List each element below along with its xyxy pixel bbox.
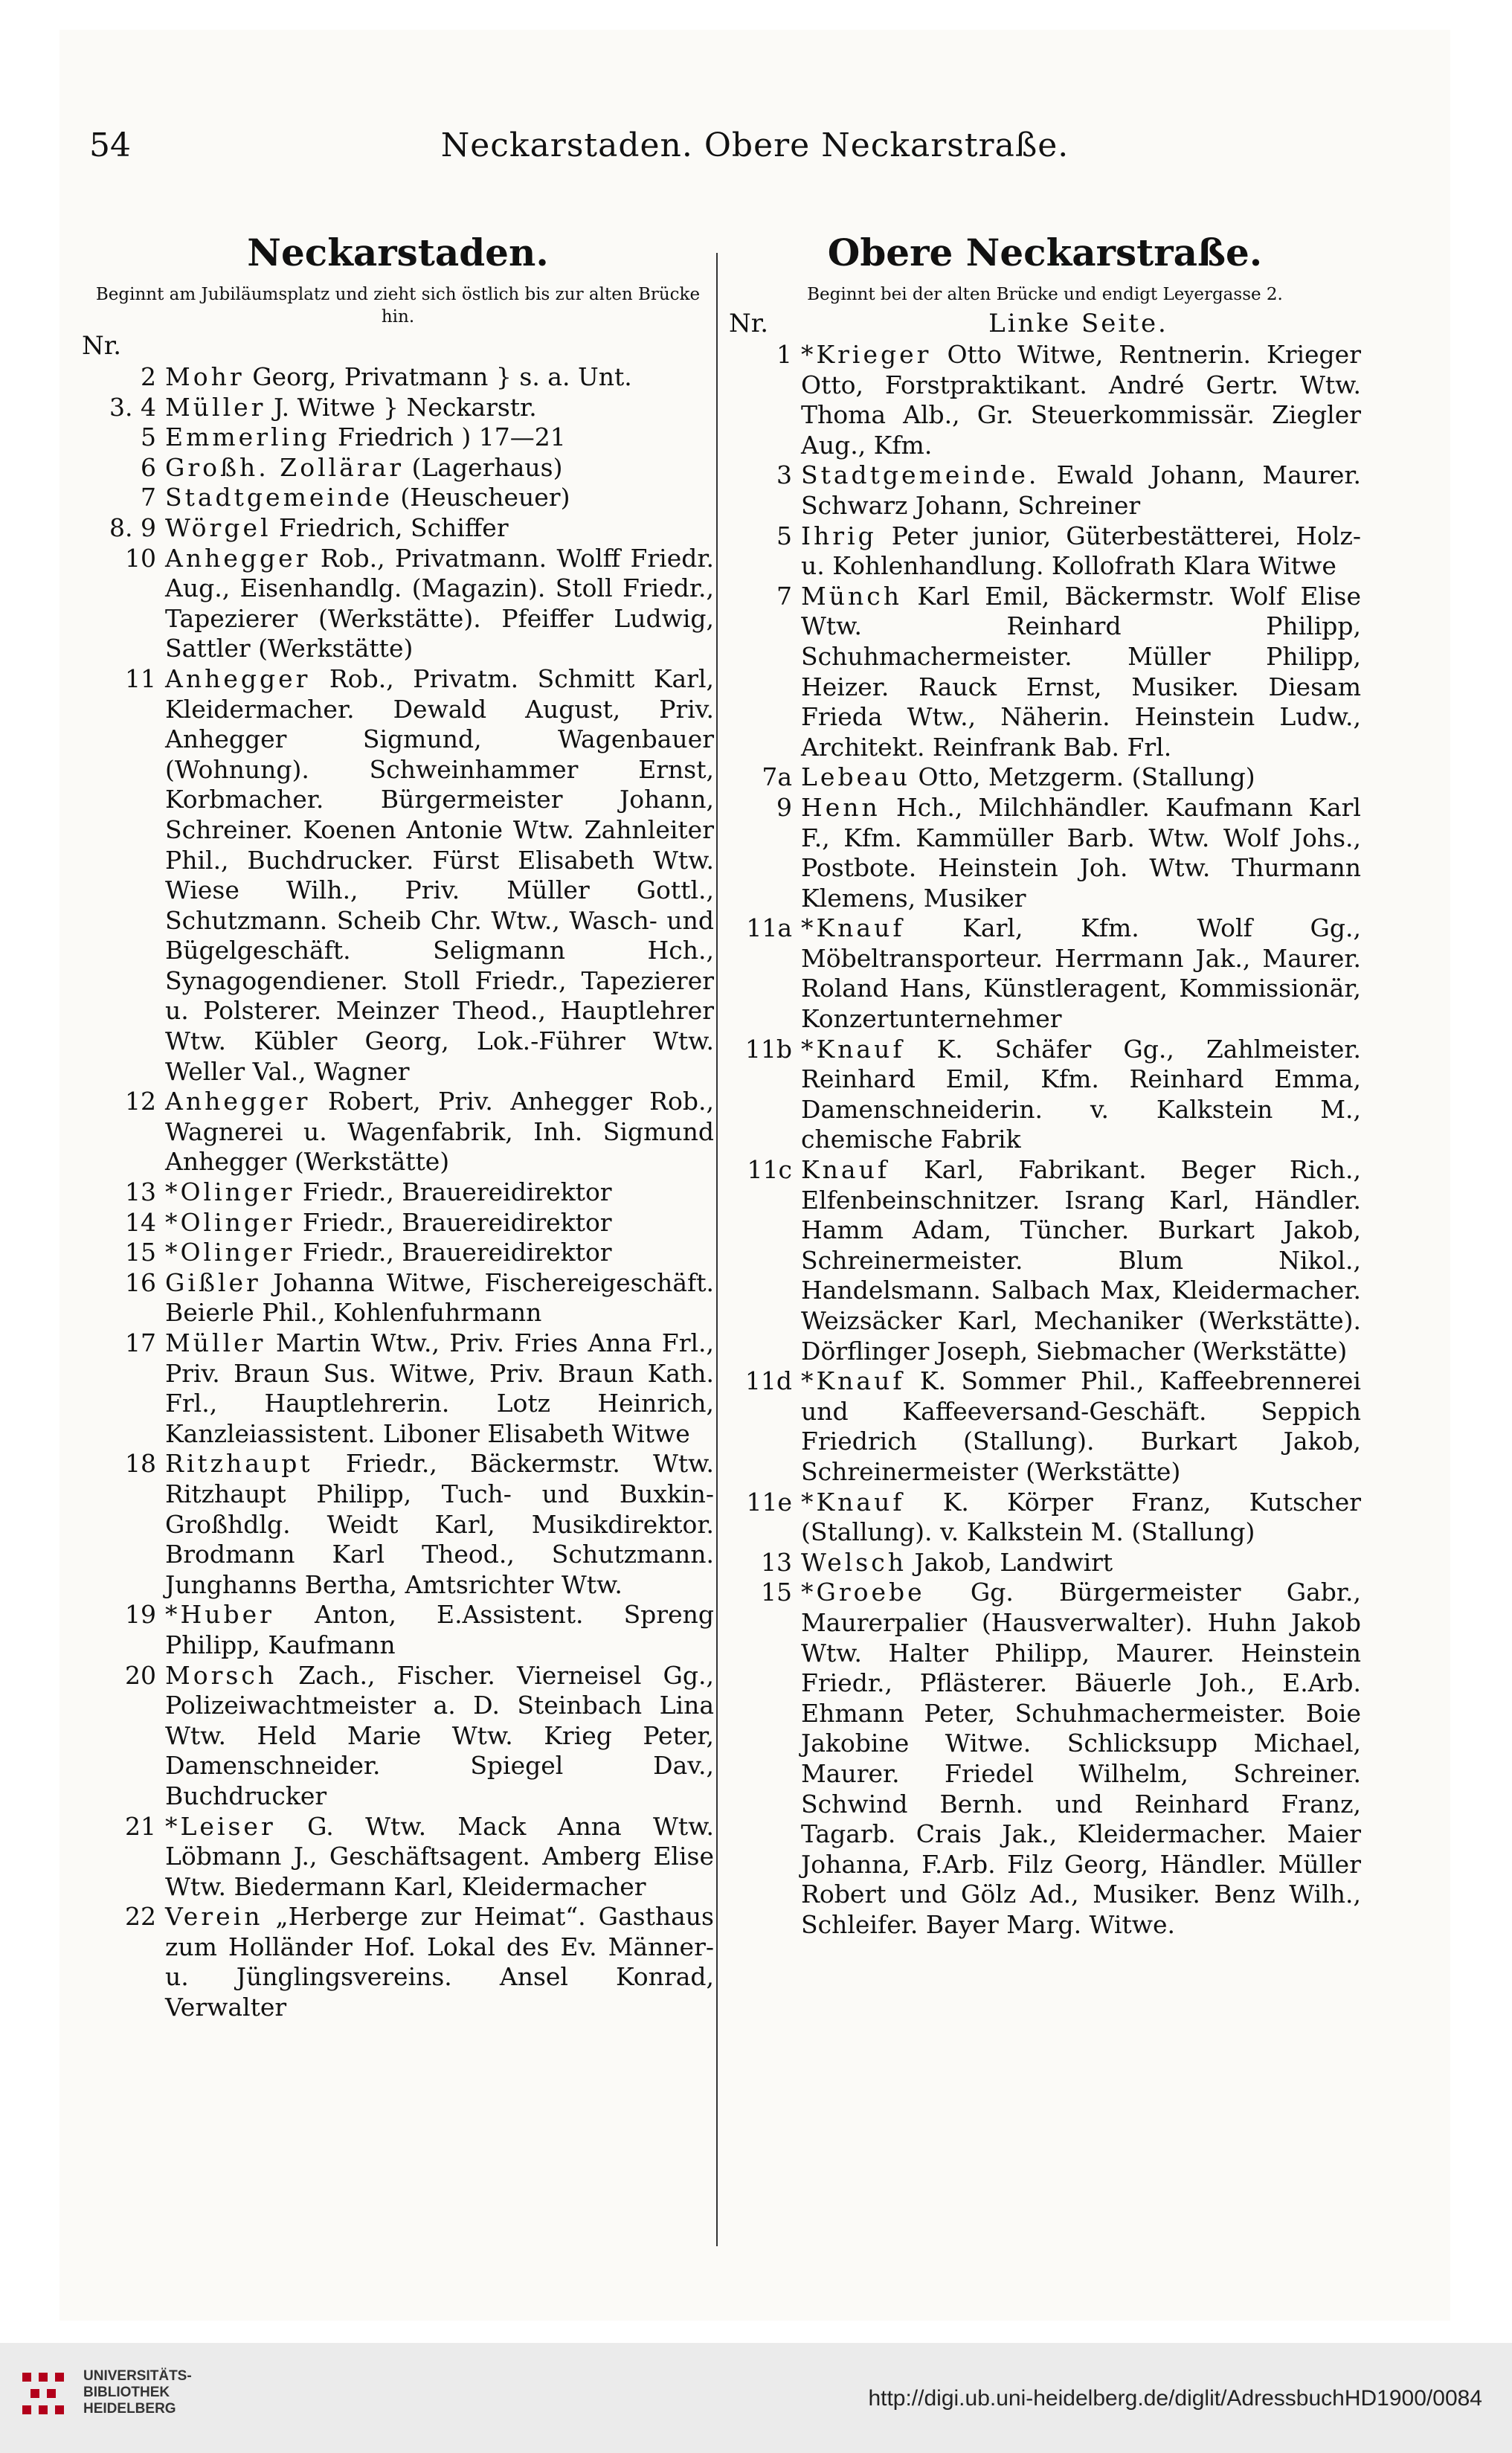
entry-detail: Anton, E.Assistent. Spreng Philipp, Kaufmann (165, 1600, 714, 1659)
owner-name: Müller (165, 392, 266, 422)
list-item (82, 1661, 714, 1812)
entry-text (801, 582, 1361, 763)
owner-name: *Knauf (801, 1034, 905, 1064)
house-number: 9 (776, 792, 792, 822)
entry-text (165, 1268, 714, 1328)
entry-detail: Friedr., Bäckermstr. Wtw. Ritzhaupt Philipp, Tuch- und Buxkin-Großhdlg. Weidt Karl, Musikdirektor. Brodmann Karl Theod., Schutzmann. Junghanns Bertha, Amtsrichter Wtw. (165, 1449, 715, 1599)
house-number: 15 (761, 1578, 792, 1607)
entry-text (801, 762, 1361, 793)
house-number: 15 (125, 1238, 156, 1267)
entry-text (801, 913, 1361, 1034)
owner-name: Welsch (801, 1547, 907, 1577)
house-number: 7 (776, 581, 792, 611)
list-item (82, 422, 714, 453)
list-item (729, 582, 1361, 763)
entry-list (82, 362, 714, 2023)
owner-name: Ihrig (801, 521, 877, 550)
house-number: 7 (141, 483, 156, 512)
house-number: 20 (125, 1660, 156, 1690)
house-number: 11e (746, 1487, 792, 1517)
entry-detail: Friedrich, Schiffer (279, 512, 509, 542)
entry-detail: Georg, Privatmann } s. a. Unt. (252, 362, 632, 391)
entry-text (165, 422, 714, 453)
entry-text (801, 793, 1361, 913)
entry-text (165, 1238, 714, 1268)
list-item (82, 1208, 714, 1238)
list-item (729, 1548, 1361, 1578)
entry-text (801, 1155, 1361, 1366)
owner-name: Stadtgemeinde (165, 483, 393, 512)
owner-name: Großh. Zollärar (165, 452, 405, 482)
entry-text (165, 544, 714, 664)
list-item (729, 521, 1361, 582)
entry-text (165, 1087, 714, 1177)
house-number: 5 (776, 521, 792, 550)
entry-text (165, 1177, 714, 1208)
entry-text (165, 1208, 714, 1238)
street-intro: Beginnt bei der alten Brücke und endigt Leyergasse 2. (807, 285, 1283, 304)
entry-detail: K. Sommer Phil., Kaffeebrennerei und Kaffeeversand-Geschäft. Seppich Friedrich (Stallung). Burkart Jakob, Schreinermeister (Werkstätte) (801, 1366, 1361, 1486)
entry-detail: Ewald Johann, Maurer. Schwarz Johann, Schreiner (801, 460, 1361, 520)
entry-detail: K. Körper Franz, Kutscher (Stallung). v. Kalkstein M. (Stallung) (801, 1487, 1361, 1547)
entry-text (801, 460, 1361, 521)
owner-name: Lebeau (801, 762, 911, 792)
entry-text (165, 483, 714, 513)
owner-name: Münch (801, 581, 903, 611)
owner-name: *Knauf (801, 913, 905, 943)
house-number: 11a (746, 913, 792, 943)
house-number: 3 (776, 460, 792, 490)
list-item (82, 362, 714, 393)
entry-text (801, 1548, 1361, 1578)
list-item (82, 513, 714, 544)
owner-name: *Knauf (801, 1487, 905, 1517)
owner-name: Müller (165, 1328, 266, 1357)
house-number: 11b (744, 1034, 792, 1064)
street-title: Neckarstaden. (247, 231, 549, 274)
list-item (729, 1155, 1361, 1366)
house-number: 2 (141, 362, 156, 391)
entry-text (165, 393, 714, 423)
entry-text (801, 1578, 1361, 1940)
entry-text (165, 1902, 714, 2022)
entry-detail: Robert, Priv. Anhegger Rob., Wagnerei u. Wagenfabrik, Inh. Sigmund Anhegger (Werkstätte) (165, 1087, 714, 1177)
house-number: 7a (762, 762, 792, 792)
entry-detail: Jakob, Landwirt (914, 1547, 1113, 1577)
owner-name: Ritzhaupt (165, 1449, 313, 1479)
house-number: 12 (125, 1087, 156, 1116)
entry-text (165, 453, 714, 483)
owner-name: *Huber (165, 1600, 274, 1630)
owner-name: *Olinger (165, 1238, 295, 1267)
owner-name: Stadtgemeinde. (801, 460, 1040, 490)
entry-detail: Otto Witwe, Rentnerin. Krieger Otto, Forstpraktikant. André Gertr. Wtw. Thoma Alb., Gr. Steuerkommissär. Ziegler Aug., Kfm. (801, 340, 1361, 460)
library-logo-icon (22, 2373, 64, 2414)
list-item (729, 1035, 1361, 1155)
house-number: 6 (141, 452, 156, 482)
entry-detail: Hch., Milchhändler. Kaufmann Karl F., Kfm. Kammüller Barb. Wtw. Wolf Johs., Postbote. Heinstein Joh. Wtw. Thurmann Klemens, Musiker (801, 792, 1361, 913)
owner-name: *Olinger (165, 1207, 295, 1237)
list-item (82, 1238, 714, 1268)
owner-name: *Knauf (801, 1366, 905, 1396)
list-item (82, 1812, 714, 1903)
side-header (729, 309, 1361, 338)
street-intro: Beginnt am Jubiläumsplatz und zieht sich östlich bis zur alten Brücke hin. (95, 285, 701, 327)
list-item (82, 1177, 714, 1208)
entry-detail: (Lagerhaus) (411, 452, 563, 482)
house-number: 21 (125, 1811, 156, 1841)
right-column (729, 231, 1361, 1940)
list-item (729, 793, 1361, 913)
house-number: 11d (744, 1366, 792, 1396)
house-number: 22 (125, 1902, 156, 1932)
entry-text (801, 1035, 1361, 1155)
list-item (729, 762, 1361, 793)
entry-text (801, 1366, 1361, 1487)
owner-name: Mohr (165, 362, 245, 391)
house-number: 5 (141, 422, 156, 452)
entry-text (165, 513, 714, 544)
house-number: 1 (776, 340, 792, 369)
library-name: UNIVERSITÄTS- BIBLIOTHEK HEIDELBERG (83, 2368, 192, 2417)
house-number: 3. 4 (109, 392, 156, 422)
entry-detail: Friedrich ) 17—21 (337, 422, 566, 452)
house-number: 17 (125, 1328, 156, 1357)
column-divider (716, 253, 718, 2246)
house-number: 13 (761, 1547, 792, 1577)
entry-text (801, 1488, 1361, 1548)
entry-text (165, 1328, 714, 1449)
house-number: 10 (125, 543, 156, 573)
owner-name: Anhegger (165, 543, 311, 573)
list-item (82, 1600, 714, 1660)
owner-name: Verein (165, 1902, 263, 1932)
house-number: 14 (125, 1207, 156, 1237)
house-number: 19 (125, 1600, 156, 1630)
owner-name: Wörgel (165, 512, 271, 542)
house-number: 11 (125, 663, 156, 693)
list-item (82, 1902, 714, 2022)
list-item (729, 340, 1361, 460)
entry-detail: Otto, Metzgerm. (Stallung) (918, 762, 1255, 792)
owner-name: Knauf (801, 1155, 890, 1185)
entry-detail: Gg. Bürgermeister Gabr., Maurerpalier (Hausverwalter). Huhn Jakob Wtw. Halter Philipp, Maurer. Heinstein Friedr., Pflästerer. Bäuerle Joh., E.Arb. Ehmann Peter, Schuhmachermeister. Boie Jakobine Witwe. Schlicksupp Michael, Maurer. Friedel Wilhelm, Schreiner. Schwind Bernh. und Reinhard Franz, Tagarb. Crais Jak., Kleidermacher. Maier Johanna, F.Arb. Filz Georg, Händler. Müller Robert und Gölz Ad., Musiker. Benz Wilh., Schleifer. Bayer Marg. Witwe. (801, 1578, 1361, 1939)
side-label: Linke Seite. (988, 309, 1168, 338)
nr-label: Nr. (82, 331, 122, 361)
owner-name: *Krieger (801, 340, 932, 369)
house-number: 11c (747, 1155, 792, 1185)
list-item (82, 393, 714, 423)
entry-detail: G. Wtw. Mack Anna Wtw. Löbmann J., Geschäftsagent. Amberg Elise Wtw. Biedermann Karl, Kleidermacher (165, 1811, 714, 1901)
list-item (729, 1488, 1361, 1548)
entry-detail: Rob., Privatmann. Wolff Friedr. Aug., Eisenhandlg. (Magazin). Stoll Friedr., Tapezierer (Werkstätte). Pfeiffer Ludwig, Sattler (Werkstätte) (165, 543, 714, 663)
page-number: 54 (89, 126, 131, 164)
owner-name: *Groebe (801, 1578, 925, 1607)
entry-detail: Karl, Fabrikant. Beger Rich., Elfenbeinschnitzer. Israng Karl, Händler. Hamm Adam, Tüncher. Burkart Jakob, Schreinermeister. Blum Nikol., Handelsmann. Salbach Max, Kleidermacher. Weizsäcker Karl, Mechaniker (Werkstätte). Dörflinger Joseph, Siebmacher (Werkstätte) (801, 1155, 1361, 1366)
list-item (82, 544, 714, 664)
house-number: 16 (125, 1267, 156, 1297)
entry-detail: „Herberge zur Heimat“. Gasthaus zum Holländer Hof. Lokal des Ev. Männer- u. Jünglingsvereins. Ansel Konrad, Verwalter (165, 1902, 714, 2022)
list-item (82, 483, 714, 513)
owner-name: *Olinger (165, 1177, 295, 1207)
entry-detail: J. Witwe } Neckarstr. (273, 392, 537, 422)
owner-name: Gißler (165, 1267, 261, 1297)
viewer-footer (0, 2343, 1512, 2453)
entry-text (165, 1600, 714, 1660)
house-number: 8. 9 (109, 512, 156, 542)
entry-detail: Rob., Privatm. Schmitt Karl, Kleidermacher. Dewald August, Priv. Anhegger Sigmund, Wagenbauer (Wohnung). Schweinhammer Ernst, Korbmacher. Bürgermeister Johann, Schreiner. Koenen Antonie Wtw. Zahnleiter Phil., Buchdrucker. Fürst Elisabeth Wtw. Wiese Wilh., Priv. Müller Gottl., Schutzmann. Scheib Chr. Wtw., Wasch- und Bügelgeschäft. Seligmann Hch., Synagogendiener. Stoll Friedr., Tapezierer u. Polsterer. Meinzer Theod., Hauptlehrer Wtw. Kübler Georg, Lok.-Führer Wtw. Weller Val., Wagner (165, 663, 714, 1086)
list-item (729, 913, 1361, 1034)
entry-detail: (Heuscheuer) (400, 483, 570, 512)
entry-detail: Karl, Kfm. Wolf Gg., Möbeltransporteur. Herrmann Jak., Maurer. Roland Hans, Künstleragent, Kommissionär, Konzertunternehmer (801, 913, 1361, 1034)
scanned-page (59, 30, 1450, 2321)
entry-detail: Johanna Witwe, Fischereigeschäft. Beierle Phil., Kohlenfuhrmann (165, 1267, 714, 1328)
list-item (729, 1366, 1361, 1487)
list-item (82, 1328, 714, 1449)
house-number: 13 (125, 1177, 156, 1207)
entry-text (801, 521, 1361, 582)
source-url[interactable]: http://digi.ub.uni-heidelberg.de/diglit/AdressbuchHD1900/0084 (868, 2386, 1482, 2411)
list-item (82, 1268, 714, 1328)
owner-name: Emmerling (165, 422, 330, 452)
entry-detail: K. Schäfer Gg., Zahlmeister. Reinhard Emil, Kfm. Reinhard Emma, Damenschneiderin. v. Kalkstein M., chemische Fabrik (801, 1034, 1362, 1154)
house-number: 18 (125, 1449, 156, 1479)
list-item (82, 1449, 714, 1600)
list-item (82, 664, 714, 1087)
entry-detail: Zach., Fischer. Vierneisel Gg., Polizeiwachtmeister a. D. Steinbach Lina Wtw. Held Marie Wtw. Krieg Peter, Damenschneider. Spiegel Dav., Buchdrucker (165, 1660, 714, 1810)
street-title: Obere Neckarstraße. (827, 231, 1263, 274)
entry-list (729, 340, 1361, 1940)
entry-detail: Friedr., Brauereidirektor (302, 1177, 612, 1207)
owner-name: Anhegger (165, 1087, 311, 1116)
owner-name: Anhegger (165, 663, 311, 693)
list-item (82, 453, 714, 483)
entry-text (165, 1661, 714, 1812)
owner-name: Morsch (165, 1660, 277, 1690)
entry-text (801, 340, 1361, 460)
entry-detail: Peter junior, Güterbestätterei, Holz- u. Kohlenhandlung. Kollofrath Klara Witwe (801, 521, 1361, 581)
left-column (82, 231, 714, 2023)
entry-text (165, 362, 714, 393)
list-item (729, 460, 1361, 521)
entry-detail: Friedr., Brauereidirektor (302, 1207, 612, 1237)
entry-detail: Karl Emil, Bäckermstr. Wolf Elise Wtw. Reinhard Philipp, Schuhmachermeister. Müller Philipp, Heizer. Rauck Ernst, Musiker. Diesam Frieda Wtw., Näherin. Heinstein Ludw., Architekt. Reinfrank Bab. Frl. (801, 581, 1361, 762)
owner-name: *Leiser (165, 1811, 276, 1841)
running-title: Neckarstaden. Obere Neckarstraße. (440, 126, 1069, 164)
entry-detail: Friedr., Brauereidirektor (302, 1238, 612, 1267)
nr-label: Nr. (729, 309, 769, 338)
list-item (82, 1087, 714, 1177)
entry-detail: Martin Wtw., Priv. Fries Anna Frl., Priv. Braun Sus. Witwe, Priv. Braun Kath. Frl., Hauptlehrerin. Lotz Heinrich, Kanzleiassistent. Liboner Elisabeth Witwe (165, 1328, 715, 1448)
entry-text (165, 1449, 714, 1600)
entry-text (165, 664, 714, 1087)
list-item (729, 1578, 1361, 1940)
owner-name: Henn (801, 792, 881, 822)
entry-text (165, 1812, 714, 1903)
running-head (59, 126, 1450, 171)
